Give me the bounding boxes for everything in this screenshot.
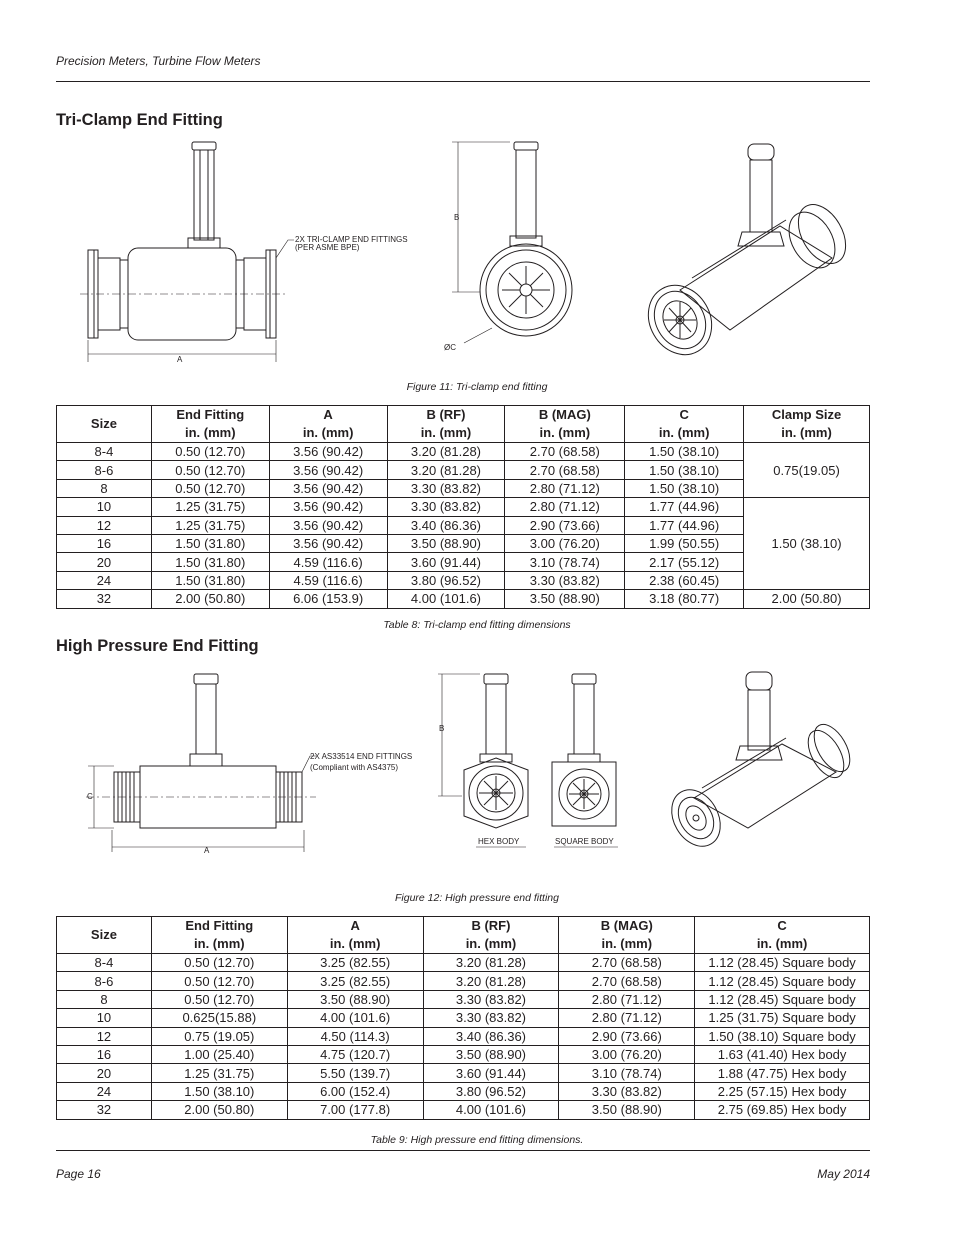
table-cell: 2.70 (68.58) — [505, 461, 625, 479]
tri-clamp-dimensions-table — [56, 405, 870, 609]
high-pressure-side-view-drawing — [84, 672, 424, 857]
column-header-unit: in. (mm) — [658, 425, 710, 440]
table-cell: 3.10 (78.74) — [559, 1064, 695, 1082]
table-cell: 3.80 (96.52) — [387, 571, 505, 589]
column-header-unit: in. (mm) — [601, 936, 653, 951]
high-pressure-isometric-drawing — [666, 668, 866, 853]
column-header-unit: in. (mm) — [194, 936, 245, 951]
table-cell: 1.12 (28.45) Square body — [695, 954, 870, 972]
table-row — [57, 1082, 870, 1100]
table-cell: 4.00 (101.6) — [387, 590, 505, 608]
table-cell: 3.40 (86.36) — [387, 516, 505, 534]
table-cell: 1.50 (31.80) — [151, 553, 269, 571]
table-row — [57, 954, 870, 972]
column-header-title: End Fitting — [176, 407, 245, 422]
column-header — [287, 917, 423, 954]
column-header-title: Size — [90, 927, 117, 942]
table-row — [57, 1009, 870, 1027]
table-cell: 3.56 (90.42) — [269, 479, 387, 497]
table-row — [57, 990, 870, 1008]
table-cell: 7.00 (177.8) — [287, 1101, 423, 1119]
table-cell: 0.50 (12.70) — [151, 954, 287, 972]
table-cell: 2.25 (57.15) Hex body — [695, 1082, 870, 1100]
column-header — [57, 406, 152, 443]
table-cell: 8-4 — [57, 954, 152, 972]
clamp-size-cell: 1.50 (38.10) — [744, 498, 870, 590]
table-cell: 8-6 — [57, 461, 152, 479]
table-cell: 32 — [57, 590, 152, 608]
figure-12-caption: Figure 12: High pressure end fitting — [394, 892, 559, 904]
table-cell: 20 — [57, 553, 152, 571]
hp-dimension-b-label: B — [439, 724, 445, 733]
table-cell: 0.50 (12.70) — [151, 990, 287, 1008]
table-cell: 4.59 (116.6) — [269, 553, 387, 571]
table-cell: 3.00 (76.20) — [505, 534, 625, 552]
table-cell: 3.20 (81.28) — [387, 461, 505, 479]
column-header — [387, 406, 505, 443]
column-header — [695, 917, 870, 954]
table-cell: 0.50 (12.70) — [151, 972, 287, 990]
table-cell: 1.00 (25.40) — [151, 1045, 287, 1063]
tri-clamp-end-view-drawing — [440, 140, 560, 365]
figure-11-caption: Figure 11: Tri-clamp end fitting — [406, 381, 548, 393]
table-cell: 3.00 (76.20) — [559, 1045, 695, 1063]
table-cell: 6.06 (153.9) — [269, 590, 387, 608]
table-row — [57, 443, 870, 461]
section-title-tri-clamp: Tri-Clamp End Fitting — [56, 111, 223, 129]
hp-dimension-c-label: C — [87, 792, 93, 801]
column-header-title: C — [777, 918, 787, 933]
column-header-title: B (MAG) — [538, 407, 591, 422]
column-header-unit: in. (mm) — [420, 425, 472, 440]
table-cell: 3.56 (90.42) — [269, 516, 387, 534]
table-cell: 1.12 (28.45) Square body — [695, 972, 870, 990]
column-header-title: End Fitting — [185, 918, 254, 933]
tri-clamp-side-view-drawing — [80, 140, 420, 365]
table-cell: 0.75 (19.05) — [151, 1027, 287, 1045]
table-cell: 24 — [57, 571, 152, 589]
table-cell: 10 — [57, 1009, 152, 1027]
table-cell: 4.59 (116.6) — [269, 571, 387, 589]
table-cell: 1.12 (28.45) Square body — [695, 990, 870, 1008]
table-cell: 3.56 (90.42) — [269, 534, 387, 552]
table-cell: 2.17 (55.12) — [625, 553, 744, 571]
table-cell: 3.10 (78.74) — [505, 553, 625, 571]
clamp-size-cell: 0.75(19.05) — [744, 443, 870, 498]
table-cell: 1.25 (31.75) — [151, 498, 269, 516]
table-cell: 2.70 (68.58) — [505, 443, 625, 461]
table-cell: 10 — [57, 498, 152, 516]
table-row — [57, 1045, 870, 1063]
hex-body-label: HEX BODY — [478, 837, 520, 846]
table-cell: 2.70 (68.58) — [559, 972, 695, 990]
table-cell: 8-6 — [57, 972, 152, 990]
table-cell: 1.77 (44.96) — [625, 516, 744, 534]
table-cell: 3.50 (88.90) — [287, 990, 423, 1008]
column-header — [57, 917, 152, 954]
square-body-label: SQUARE BODY — [555, 837, 614, 846]
table-cell: 3.20 (81.28) — [423, 954, 559, 972]
table-cell: 1.50 (31.80) — [151, 534, 269, 552]
table-cell: 6.00 (152.4) — [287, 1082, 423, 1100]
table-header-row — [57, 406, 870, 443]
column-header-unit: in. (mm) — [465, 936, 517, 951]
table-cell: 3.80 (96.52) — [423, 1082, 559, 1100]
table-cell: 3.50 (88.90) — [505, 590, 625, 608]
table-cell: 2.38 (60.45) — [625, 571, 744, 589]
table-row — [57, 1064, 870, 1082]
table-cell: 4.00 (101.6) — [287, 1009, 423, 1027]
table-cell: 24 — [57, 1082, 152, 1100]
table-cell: 4.50 (114.3) — [287, 1027, 423, 1045]
column-header — [625, 406, 744, 443]
table-row — [57, 590, 870, 608]
high-pressure-end-views-drawing — [434, 672, 634, 857]
table-cell: 1.25 (31.75) — [151, 516, 269, 534]
table-cell: 2.00 (50.80) — [151, 590, 269, 608]
table-cell: 3.30 (83.82) — [559, 1082, 695, 1100]
table-row — [57, 498, 870, 516]
hp-dimension-a-label: A — [204, 846, 210, 855]
table-cell: 0.625(15.88) — [151, 1009, 287, 1027]
table-cell: 8 — [57, 990, 152, 1008]
table-cell: 2.80 (71.12) — [559, 1009, 695, 1027]
column-header-title: B (RF) — [426, 407, 466, 422]
table-row — [57, 972, 870, 990]
column-header-unit: in. (mm) — [329, 936, 381, 951]
table-cell: 16 — [57, 1045, 152, 1063]
column-header-title: B (MAG) — [600, 918, 653, 933]
table-cell: 2.00 (50.80) — [151, 1101, 287, 1119]
table-cell: 20 — [57, 1064, 152, 1082]
callout-line-2: (PER ASME BPE) — [295, 243, 360, 252]
table-cell: 3.30 (83.82) — [387, 498, 505, 516]
table-cell: 1.63 (41.40) Hex body — [695, 1045, 870, 1063]
table-cell: 3.30 (83.82) — [505, 571, 625, 589]
table-cell: 16 — [57, 534, 152, 552]
column-header-title: C — [679, 407, 689, 422]
running-header: Precision Meters, Turbine Flow Meters — [56, 54, 261, 68]
footer-rule — [56, 1150, 870, 1151]
dimension-b-label: B — [454, 213, 460, 222]
table-cell: 12 — [57, 516, 152, 534]
column-header — [505, 406, 625, 443]
column-header-unit: in. (mm) — [185, 425, 236, 440]
table-cell: 3.56 (90.42) — [269, 443, 387, 461]
table-cell: 0.50 (12.70) — [151, 479, 269, 497]
table-cell: 3.60 (91.44) — [423, 1064, 559, 1082]
table-cell: 5.50 (139.7) — [287, 1064, 423, 1082]
section-title-high-pressure: High Pressure End Fitting — [56, 637, 259, 655]
column-header-unit: in. (mm) — [302, 425, 354, 440]
column-header — [744, 406, 870, 443]
column-header — [151, 917, 287, 954]
table-cell: 1.50 (38.10) — [151, 1082, 287, 1100]
table-cell: 4.75 (120.7) — [287, 1045, 423, 1063]
hp-callout-line-1: 2X AS33514 END FITTINGS — [310, 752, 413, 761]
callout-line-1: 2X TRI-CLAMP END FITTINGS — [295, 235, 408, 244]
column-header — [151, 406, 269, 443]
table-cell: 2.80 (71.12) — [559, 990, 695, 1008]
table-cell: 0.50 (12.70) — [151, 461, 269, 479]
table-cell: 3.50 (88.90) — [423, 1045, 559, 1063]
table-cell: 3.30 (83.82) — [387, 479, 505, 497]
column-header — [269, 406, 387, 443]
column-header-title: B (RF) — [471, 918, 511, 933]
table-cell: 2.75 (69.85) Hex body — [695, 1101, 870, 1119]
column-header — [559, 917, 695, 954]
table-cell: 1.77 (44.96) — [625, 498, 744, 516]
table-cell: 1.50 (38.10) — [625, 479, 744, 497]
column-header-title: A — [350, 918, 360, 933]
dimension-c-label: ØC — [444, 343, 456, 352]
table-cell: 1.25 (31.75) — [151, 1064, 287, 1082]
table-cell: 1.25 (31.75) Square body — [695, 1009, 870, 1027]
table-cell: 8-4 — [57, 443, 152, 461]
table-cell: 1.50 (38.10) — [625, 443, 744, 461]
table-cell: 3.50 (88.90) — [387, 534, 505, 552]
table-cell: 3.25 (82.55) — [287, 954, 423, 972]
table-cell: 1.50 (31.80) — [151, 571, 269, 589]
table-cell: 1.99 (50.55) — [625, 534, 744, 552]
table-cell: 2.90 (73.66) — [559, 1027, 695, 1045]
table-cell: 3.30 (83.82) — [423, 990, 559, 1008]
page-number: Page 16 — [56, 1167, 101, 1181]
table-cell: 8 — [57, 479, 152, 497]
table-8-caption: Table 8: Tri-clamp end fitting dimensions — [383, 619, 571, 631]
table-cell: 3.20 (81.28) — [387, 443, 505, 461]
table-cell: 3.60 (91.44) — [387, 553, 505, 571]
table-cell: 0.50 (12.70) — [151, 443, 269, 461]
table-row — [57, 1101, 870, 1119]
table-cell: 2.80 (71.12) — [505, 479, 625, 497]
table-cell: 3.20 (81.28) — [423, 972, 559, 990]
column-header-title: A — [323, 407, 333, 422]
column-header-unit: in. (mm) — [539, 425, 591, 440]
table-cell: 12 — [57, 1027, 152, 1045]
header-rule — [56, 81, 870, 82]
table-cell: 3.56 (90.42) — [269, 461, 387, 479]
table-cell: 3.25 (82.55) — [287, 972, 423, 990]
table-cell: 3.18 (80.77) — [625, 590, 744, 608]
table-cell: 3.40 (86.36) — [423, 1027, 559, 1045]
table-cell: 2.70 (68.58) — [559, 954, 695, 972]
column-header — [423, 917, 559, 954]
table-cell: 32 — [57, 1101, 152, 1119]
table-cell: 4.00 (101.6) — [423, 1101, 559, 1119]
table-cell: 3.56 (90.42) — [269, 498, 387, 516]
table-cell: 1.50 (38.10) Square body — [695, 1027, 870, 1045]
table-cell: 2.90 (73.66) — [505, 516, 625, 534]
hp-callout-line-2: (Compliant with AS4375) — [310, 763, 399, 772]
dimension-a-label: A — [177, 355, 183, 364]
table-cell: 2.80 (71.12) — [505, 498, 625, 516]
table-cell: 3.30 (83.82) — [423, 1009, 559, 1027]
column-header-title: Size — [90, 416, 117, 431]
clamp-size-cell: 2.00 (50.80) — [744, 590, 870, 608]
table-row — [57, 1027, 870, 1045]
table-cell: 3.50 (88.90) — [559, 1101, 695, 1119]
table-cell: 1.50 (38.10) — [625, 461, 744, 479]
column-header-title: Clamp Size — [771, 407, 842, 422]
footer-date: May 2014 — [817, 1167, 870, 1181]
column-header-unit: in. (mm) — [781, 425, 832, 440]
column-header-unit: in. (mm) — [756, 936, 808, 951]
tri-clamp-isometric-drawing — [640, 140, 870, 365]
table-header-row — [57, 917, 870, 954]
table-cell: 1.88 (47.75) Hex body — [695, 1064, 870, 1082]
high-pressure-dimensions-table — [56, 916, 870, 1120]
table-9-caption: Table 9: High pressure end fitting dimensions. — [370, 1134, 584, 1146]
